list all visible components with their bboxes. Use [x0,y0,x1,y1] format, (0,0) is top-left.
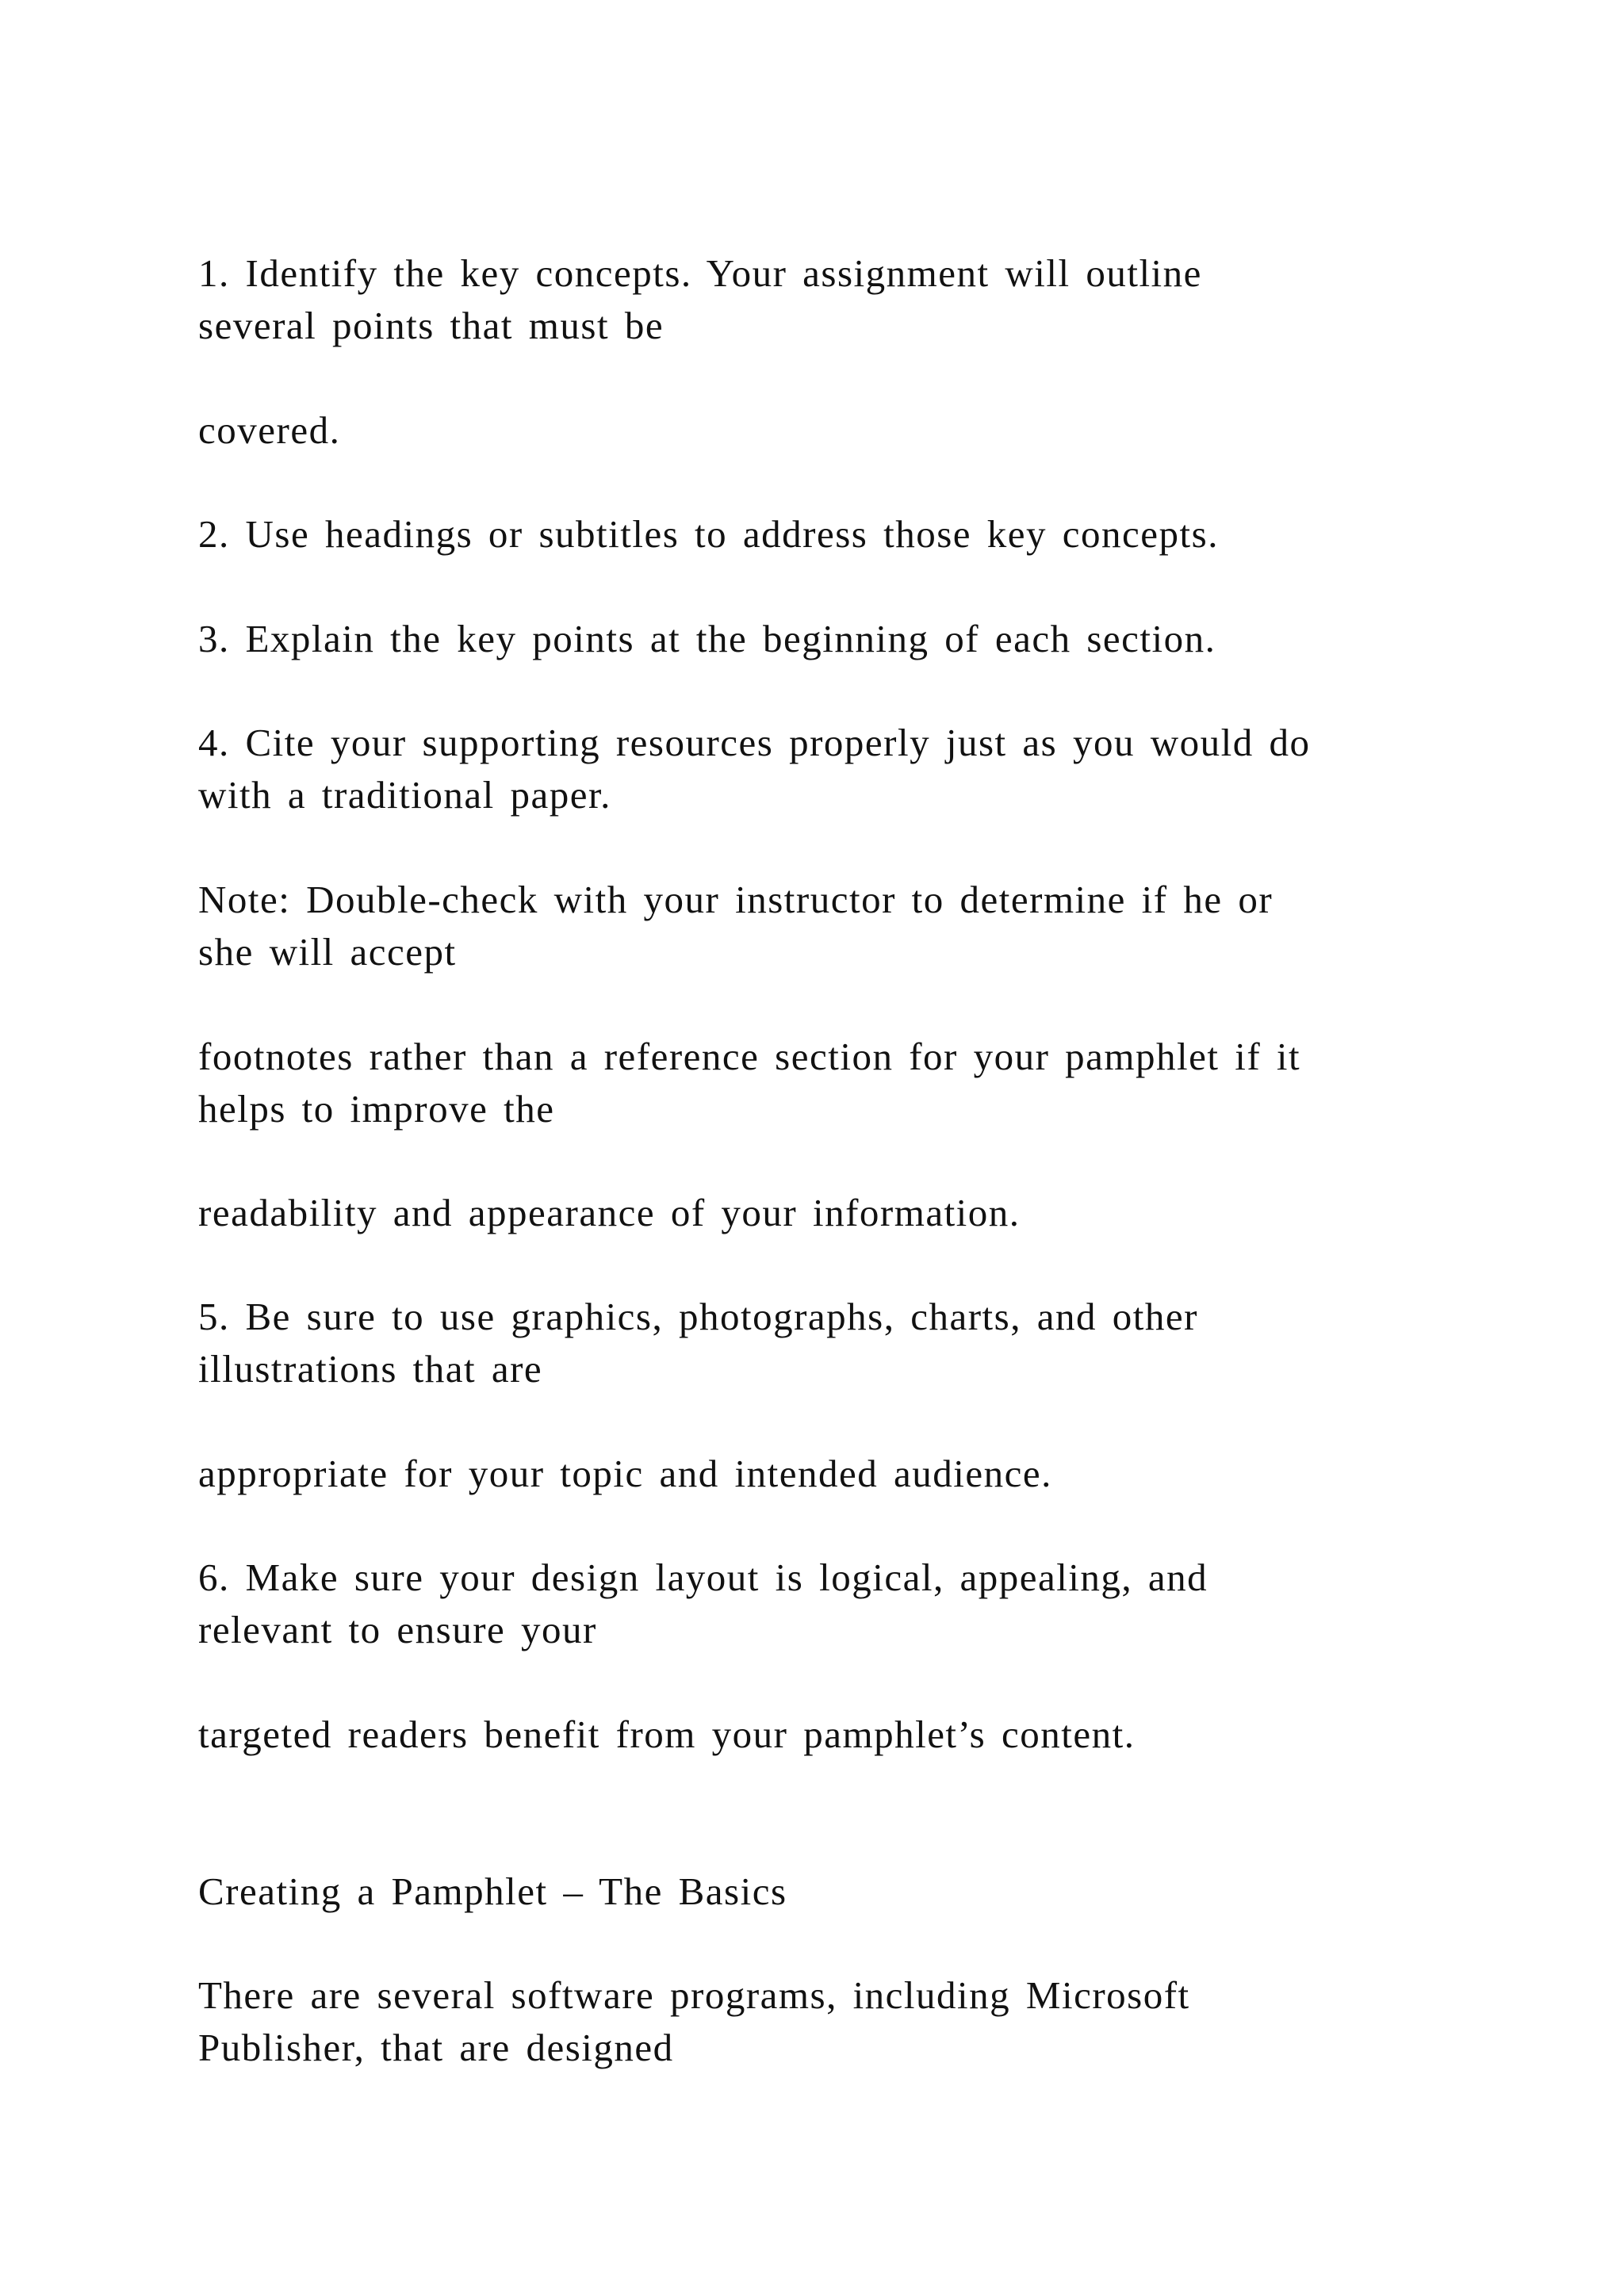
paragraph-appropriate [198,1448,1435,1500]
paragraph-note-double-check [198,874,1435,978]
paragraph-targeted-readers [198,1709,1435,1761]
text-line: Publisher, that are designed [198,2026,674,2069]
text-line: 4. Cite your supporting resources properly just as you would do [198,721,1311,764]
paragraph-use-graphics [198,1291,1435,1395]
text-line: footnotes rather than a reference section for your pamphlet if it [198,1035,1301,1078]
paragraph-identify-key-concepts [198,247,1435,352]
paragraph-covered [198,404,1435,457]
text-line: appropriate for your topic and intended audience. [198,1452,1052,1495]
text-line: readability and appearance of your information. [198,1191,1021,1234]
paragraph-cite-resources [198,717,1435,821]
text-line: relevant to ensure your [198,1608,597,1651]
text-line: with a traditional paper. [198,773,611,817]
text-line: 5. Be sure to use graphics, photographs, charts, and other [198,1295,1198,1338]
paragraph-footnotes [198,1031,1435,1135]
text-line: targeted readers benefit from your pamphlet’s content. [198,1712,1136,1756]
section-heading-creating-pamphlet [198,1866,1435,1918]
text-line: 2. Use headings or subtitles to address those key concepts. [198,512,1219,556]
text-line: 6. Make sure your design layout is logical, appealing, and [198,1556,1208,1599]
text-line: helps to improve the [198,1087,555,1131]
text-line: 3. Explain the key points at the beginning of each section. [198,617,1216,660]
paragraph-design-layout [198,1552,1435,1656]
text-line: several points that must be [198,304,665,347]
paragraph-use-headings [198,508,1435,561]
text-line: illustrations that are [198,1347,543,1391]
text-line: Creating a Pamphlet – The Basics [198,1869,787,1913]
text-line: she will accept [198,930,457,974]
paragraph-software-programs [198,1969,1435,2074]
text-line: covered. [198,408,341,452]
paragraph-explain-key-points [198,613,1435,665]
text-line: There are several software programs, including Microsoft [198,1973,1190,2017]
text-line: 1. Identify the key concepts. Your assignment will outline [198,251,1202,295]
text-line: Note: Double-check with your instructor to determine if he or [198,878,1274,921]
paragraph-readability [198,1187,1435,1239]
